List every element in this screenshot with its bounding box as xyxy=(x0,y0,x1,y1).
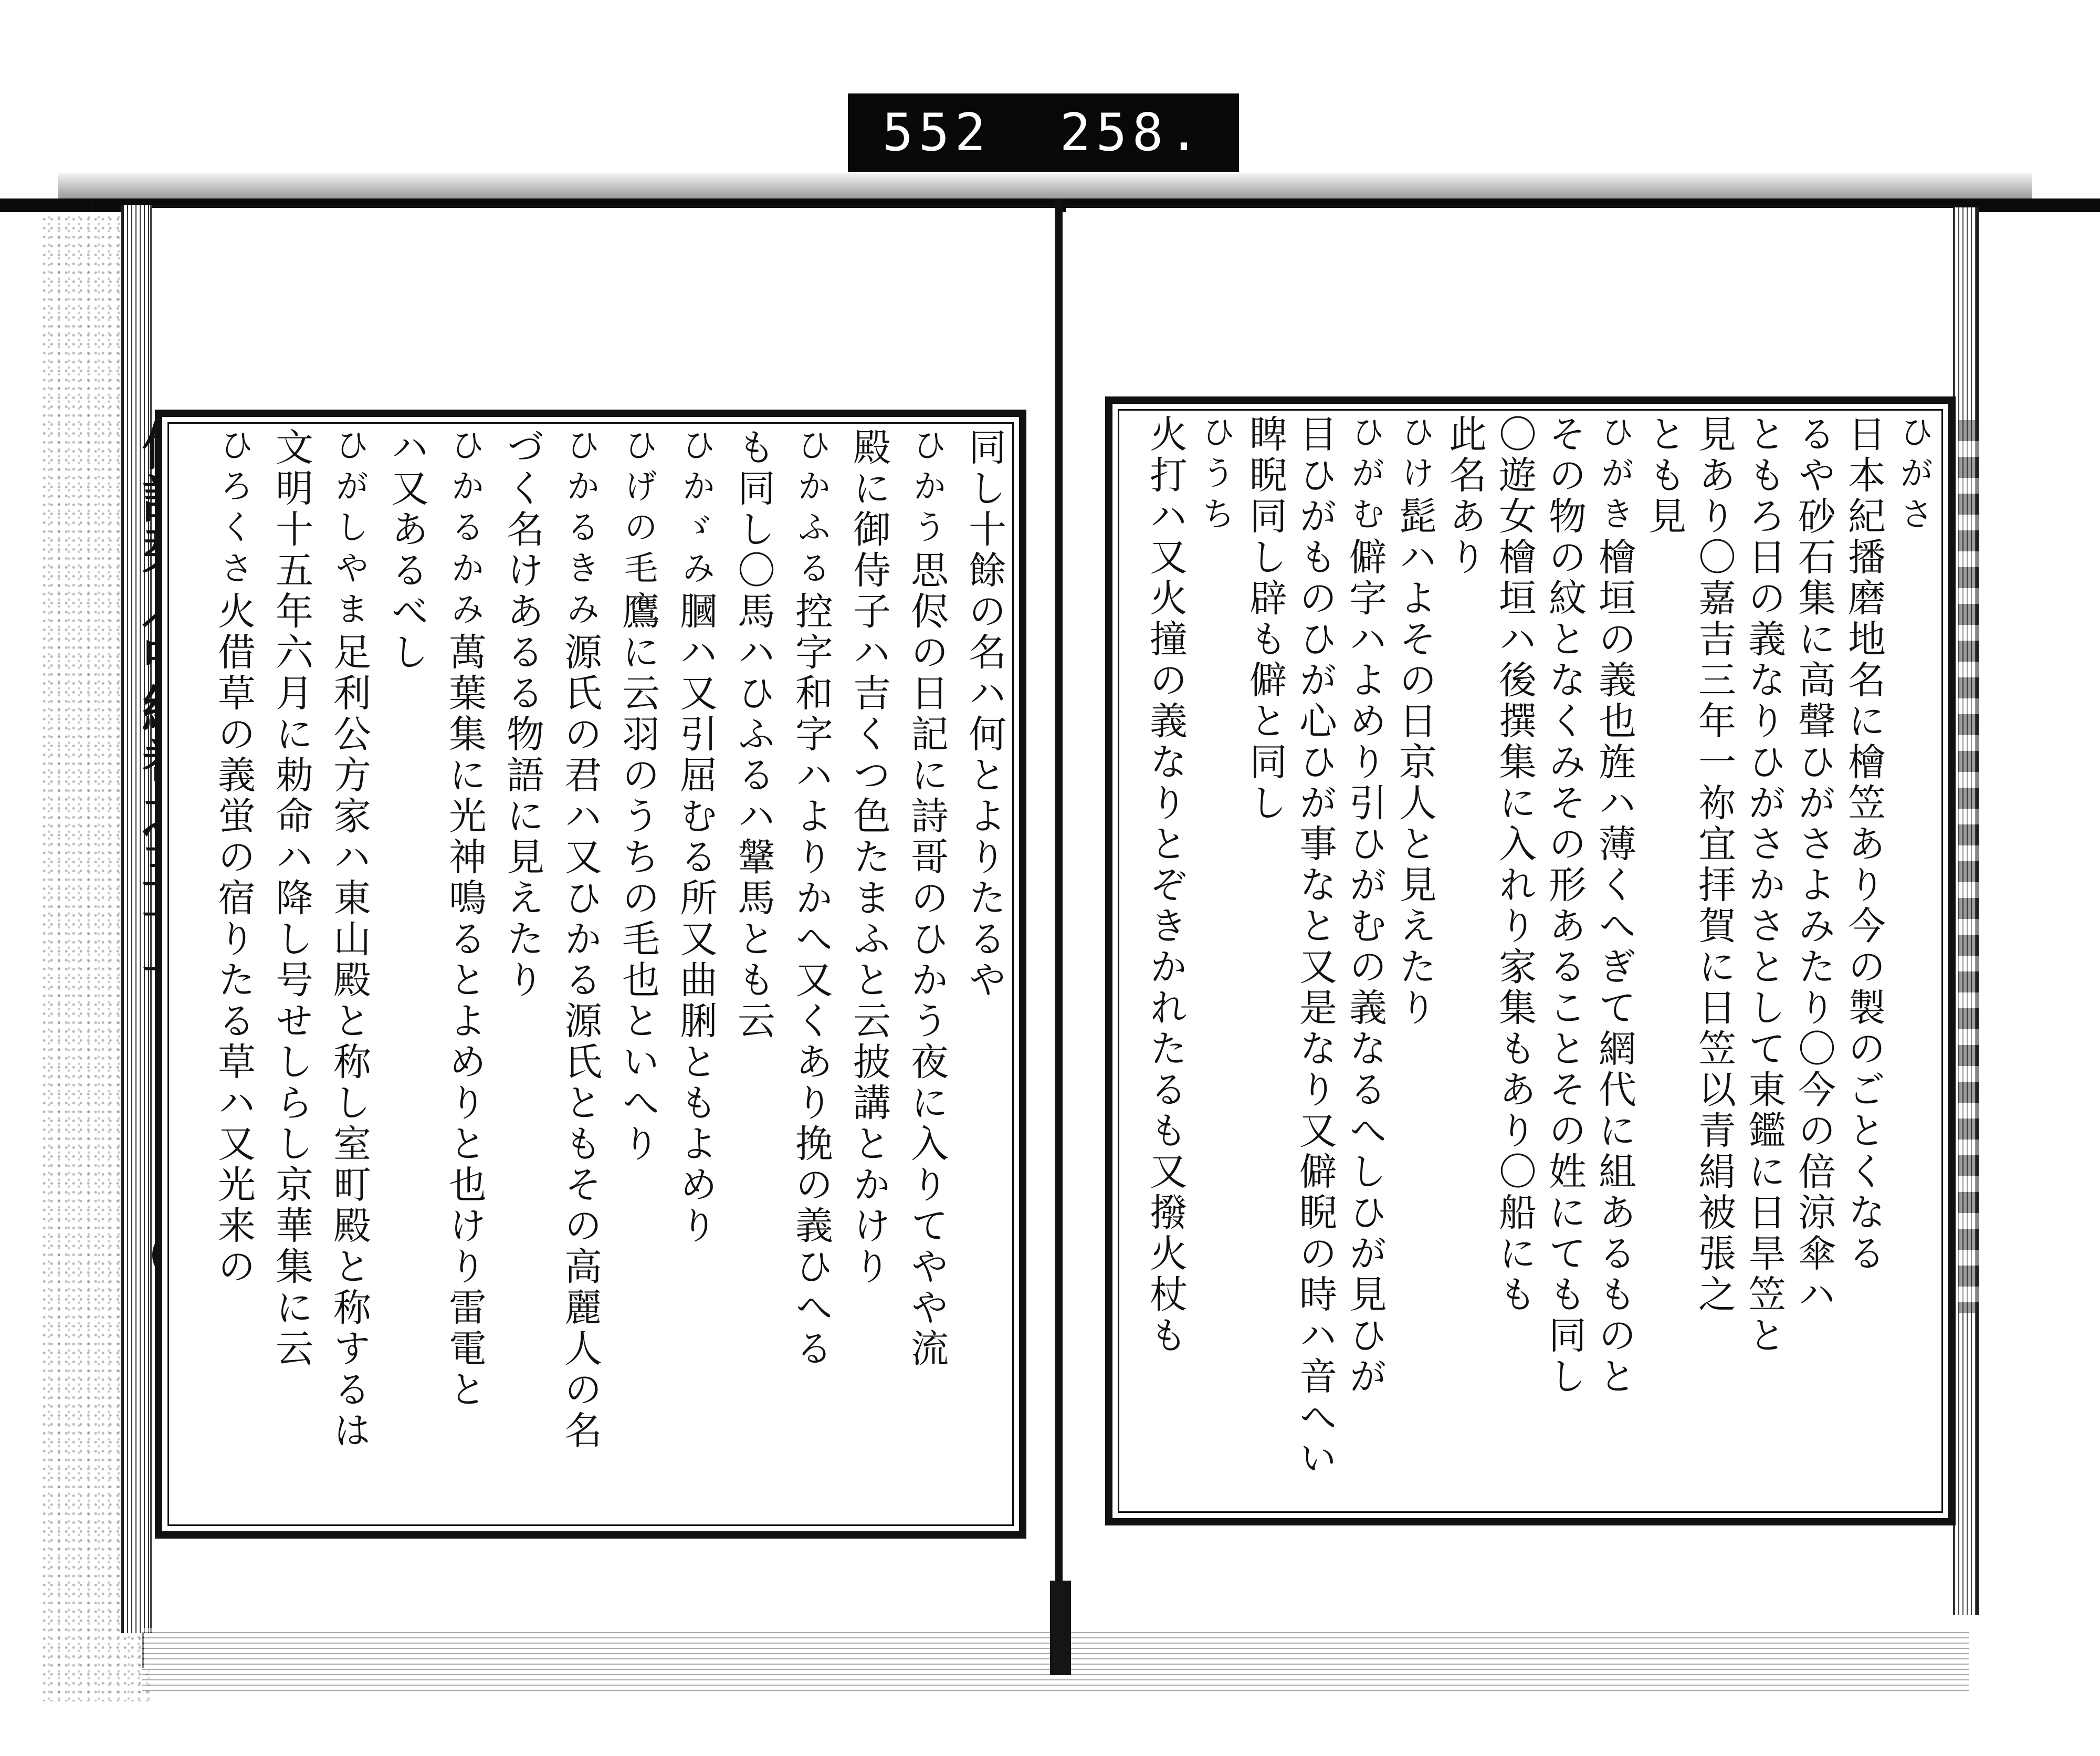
text-column: ひうち xyxy=(1196,414,1235,537)
book-gutter xyxy=(1055,200,1063,1675)
text-column: ひかふる控字和字ハよりかへ又くあり挽の義ひへる xyxy=(789,427,833,1370)
right-text-frame xyxy=(1105,396,1956,1525)
text-column: ひげの毛鷹に云羽のうちの毛也といへり xyxy=(616,427,660,1165)
text-column: ひがき檜垣の義也旌ハ薄くへぎて網代に組あるものと xyxy=(1592,414,1636,1397)
text-column: 目ひがものひが心ひが事なと又是なり又僻睨の時ハ音へい xyxy=(1293,414,1337,1479)
text-column: とも見 xyxy=(1642,414,1686,537)
text-column: 文明十五年六月に勅命ハ降し号せしらし京華集に云 xyxy=(269,427,313,1370)
text-column: ともろ日の義なりひがさかさとして東鑑に日旱笠と xyxy=(1742,414,1786,1356)
text-column: 此名あり xyxy=(1443,414,1487,578)
text-column: ひけ髭ハよその日京人と見えたり xyxy=(1393,414,1437,1029)
text-column: 火打ハ又火撞の義なりとぞきかれたるも又撥火杖も xyxy=(1143,414,1188,1356)
call-number-right: 258. xyxy=(1059,103,1205,163)
text-column: ひがむ僻字ハよめり引ひがむの義なるへしひが見ひが xyxy=(1343,414,1387,1397)
text-column: 殿に御侍子ハ吉くつ色たまふと云披講とかけり xyxy=(847,427,891,1288)
text-column: ひかるかみ萬葉集に光神鳴るとよめりと也けり雷電と xyxy=(443,427,487,1410)
text-column: その物の紋となくみその形あることその姓にても同し xyxy=(1542,414,1587,1397)
text-column: ハ又あるべし xyxy=(385,427,429,673)
text-column: ひがしやま足利公方家ハ東山殿と称し室町殿と称するは xyxy=(327,427,371,1451)
text-column: ひかるきみ源氏の君ハ又ひかる源氏ともその高麗人の名 xyxy=(558,427,602,1451)
text-column: 同し十餘の名ハ何とよりたるや xyxy=(962,427,1006,1001)
call-number-label xyxy=(848,93,1239,172)
text-column: 見あり〇嘉吉三年一祢宜拝賀に日笠以青絹被張之 xyxy=(1692,414,1736,1315)
text-column: づく名けあるる物語に見えたり xyxy=(500,427,544,1001)
text-column: も同し〇馬ハひふるハ鞶馬とも云 xyxy=(731,427,775,1042)
call-number-left: 552 xyxy=(882,103,991,163)
right-margin-title-ghost xyxy=(1958,420,1979,1313)
text-column: ひかゞみ膕ハ又引屈むる所又曲脷ともよめり xyxy=(674,427,718,1247)
text-column: ひかう思侭の日記に詩哥のひかう夜に入りてやや流 xyxy=(905,427,949,1370)
gutter-binding xyxy=(1050,1581,1071,1675)
text-column: ひがさ xyxy=(1894,414,1933,537)
text-column: 日本紀播磨地名に檜笠あり今の製のごとくなる xyxy=(1842,414,1886,1274)
text-column: 睥睨同し辟も僻と同し xyxy=(1243,414,1287,824)
text-column: 〇遊女檜垣ハ後撰集に入れり家集もあり〇船にも xyxy=(1493,414,1537,1315)
left-text-frame xyxy=(155,410,1026,1539)
text-column: るや砂石集に高聲ひがさよみたり〇今の倍涼傘ハ xyxy=(1792,414,1836,1315)
text-column: ひろくさ火借草の義蛍の宿りたる草ハ又光来の xyxy=(212,427,256,1288)
